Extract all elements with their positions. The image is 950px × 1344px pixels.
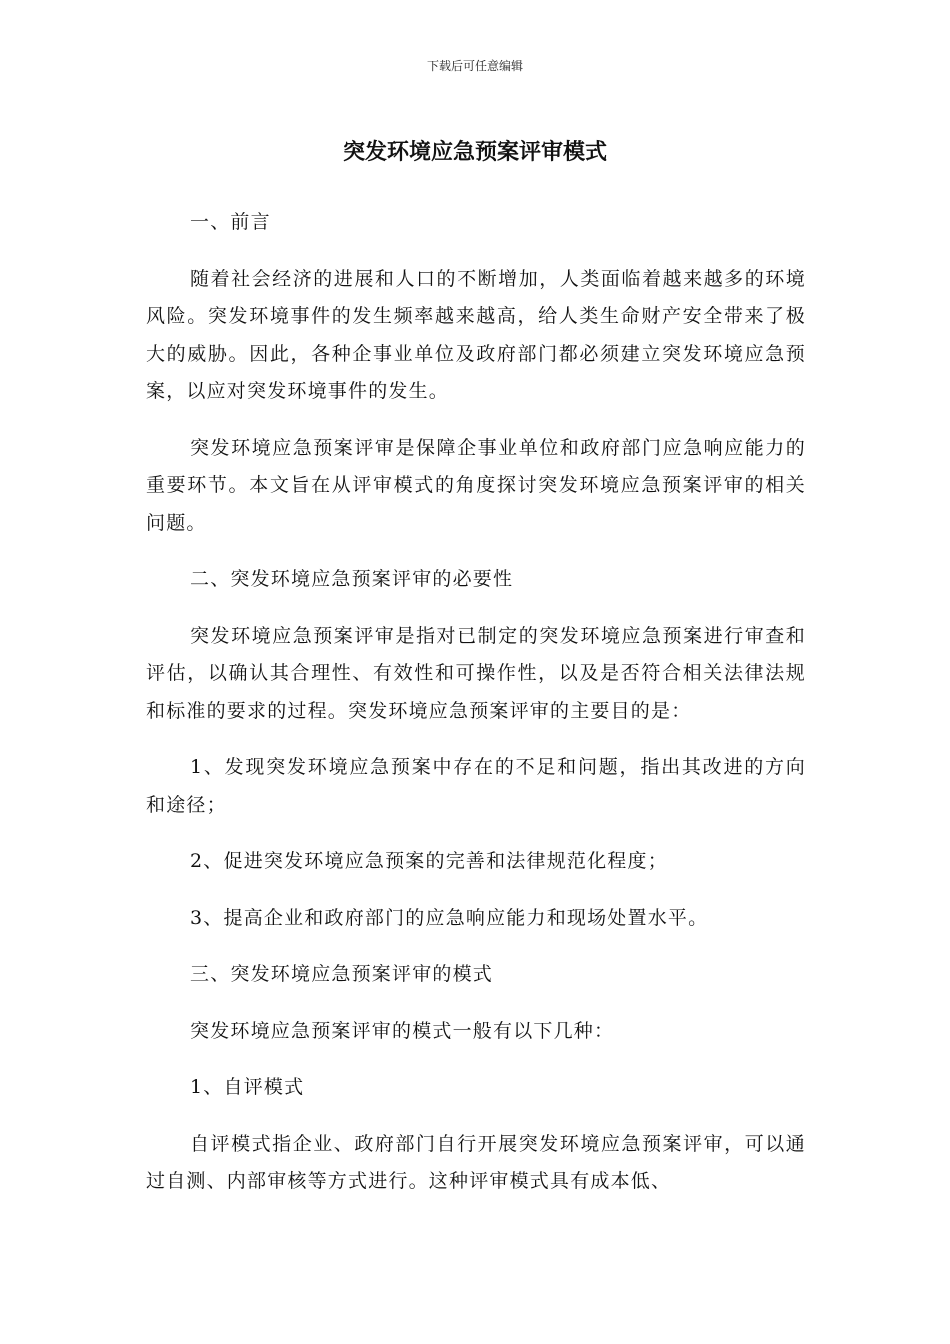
header-note: 下载后可任意编辑	[426, 59, 523, 73]
subsection-heading-self-review: 1、自评模式	[190, 1076, 305, 1098]
paragraph: 自评模式指企业、政府部门自行开展突发环境应急预案评审，可以通过自测、内部审核等方式进行。这种评审模式具有成本低、	[146, 1132, 806, 1192]
section-heading-necessity: 二、突发环境应急预案评审的必要性	[190, 568, 514, 590]
list-item: 3、提高企业和政府部门的应急响应能力和现场处置水平。	[190, 906, 709, 929]
document-body	[146, 204, 806, 1220]
paragraph: 突发环境应急预案评审是指对已制定的突发环境应急预案进行审查和评估，以确认其合理性、有效性和可操作性，以及是否符合相关法律法规和标准的要求的过程。突发环境应急预案评审的主要目的是：	[146, 624, 806, 722]
paragraph: 突发环境应急预案评审是保障企事业单位和政府部门应急响应能力的重要环节。本文旨在从评审模式的角度探讨突发环境应急预案评审的相关问题。	[146, 436, 806, 534]
list-item: 2、促进突发环境应急预案的完善和法律规范化程度；	[190, 850, 668, 872]
section-heading-modes: 三、突发环境应急预案评审的模式	[190, 963, 494, 985]
section-heading-preface: 一、前言	[190, 211, 271, 233]
paragraph: 突发环境应急预案评审的模式一般有以下几种：	[190, 1019, 615, 1042]
document-title: 突发环境应急预案评审模式	[342, 140, 607, 165]
list-item: 1、发现突发环境应急预案中存在的不足和问题，指出其改进的方向和途径；	[146, 756, 806, 816]
paragraph: 随着社会经济的进展和人口的不断增加，人类面临着越来越多的环境风险。突发环境事件的发生频率越来越高，给人类生命财产安全带来了极大的威胁。因此，各种企事业单位及政府部门都必须建立突发环境应急预案，以应对突发环境事件的发生。	[146, 267, 806, 402]
